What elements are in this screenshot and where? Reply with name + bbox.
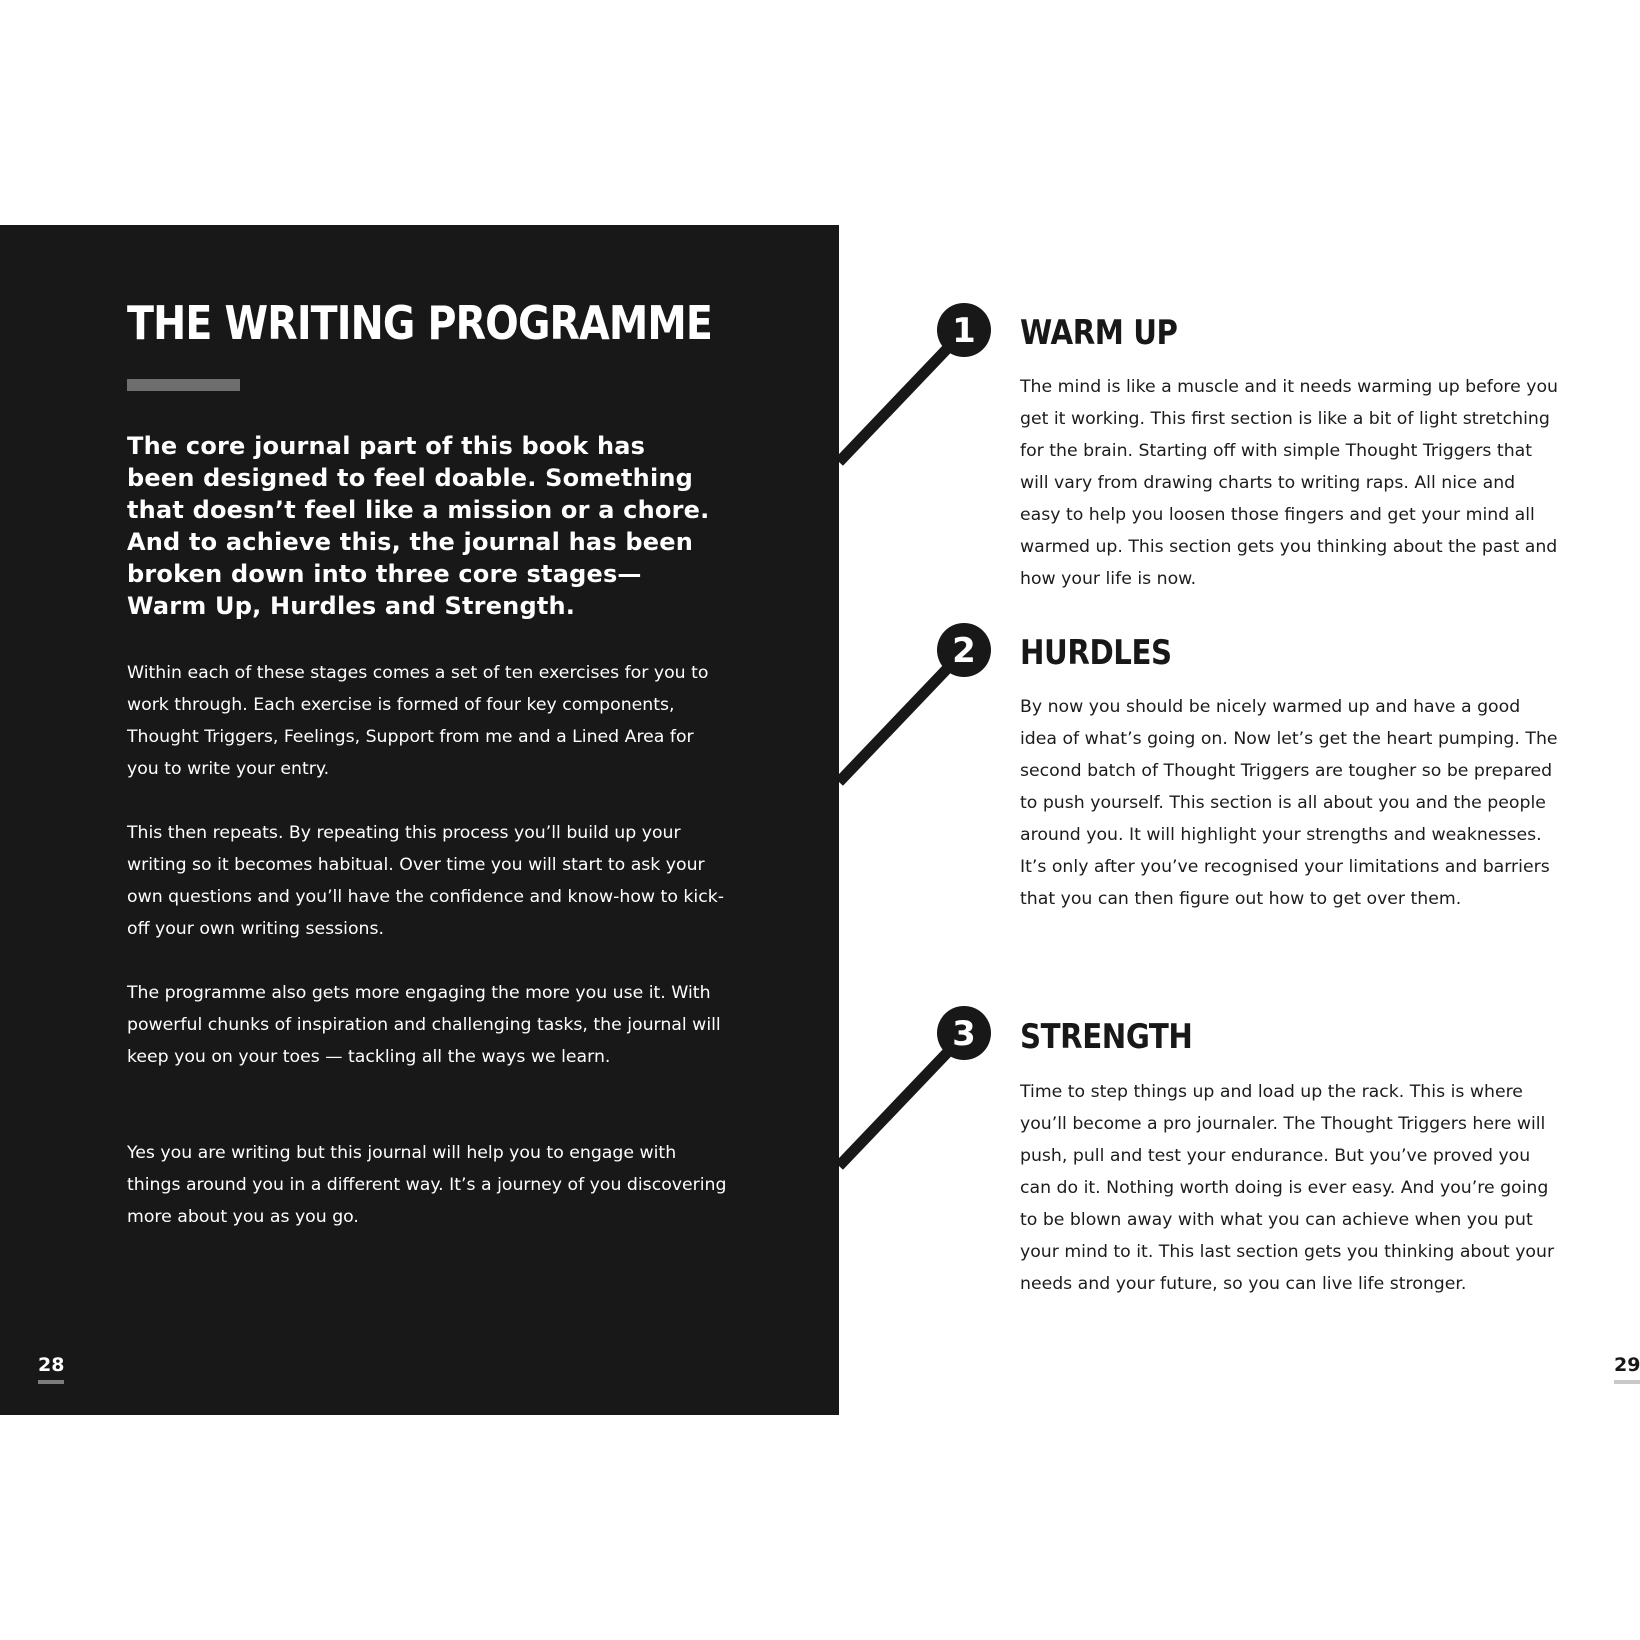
body-paragraph-3: The programme also gets more engaging the more you use it. With powerful chunks of inspiration and challenging tasks, the journal will keep you on your toes — tackling all the ways we learn. xyxy=(127,983,721,1067)
book-spread xyxy=(0,225,1640,1415)
stage-number-3-text: 3 xyxy=(952,1014,976,1054)
body-paragraph-2: This then repeats. By repeating this process you’ll build up your writing so it becomes habitual. Over time you will start to ask your own questions and you’ll have the confidence and know-how to kick-off your own writing sessions. xyxy=(127,823,724,939)
stage-heading-strength: STRENGTH xyxy=(1020,1017,1193,1057)
stage-number-1 xyxy=(937,303,991,357)
stage-number-1-text: 1 xyxy=(952,311,976,351)
stage-number-2 xyxy=(937,623,991,677)
body-paragraph-1: Within each of these stages comes a set of ten exercises for you to work through. Each exercise is formed of four key components, Thought Triggers, Feelings, Support from me and a Lined Area for you to write your entry. xyxy=(127,663,709,779)
connector-line-3 xyxy=(839,1034,965,1166)
stage-text-strength: Time to step things up and load up the rack. This is where you’ll become a pro journaler. The Thought Triggers here will push, pull and test your endurance. But you’ve proved you can do it. Nothing worth doing is ever easy. And you’re going to be blown away with what you can achieve when you put your mind to it. This last section gets you thinking about your needs and your future, so you can live life stronger. xyxy=(1020,1082,1555,1294)
page-title: THE WRITING PROGRAMME xyxy=(127,296,713,350)
stage-heading-hurdles: HURDLES xyxy=(1020,633,1172,673)
stage-heading-warm-up: WARM UP xyxy=(1020,313,1178,353)
page-number-right: 29 xyxy=(1614,1353,1640,1384)
stage-number-3 xyxy=(937,1006,991,1060)
stage-text-warm-up: The mind is like a muscle and it needs warming up before you get it working. This first section is like a bit of light stretching for the brain. Starting off with simple Thought Triggers that will vary from drawing charts to writing raps. All nice and easy to help you loosen those fingers and get your mind all warmed up. This section gets you thinking about the past and how your life is now. xyxy=(1020,377,1559,589)
intro-paragraph: The core journal part of this book has been designed to feel doable. Something that doesn’t feel like a mission or a chore. And to achieve this, the journal has been broken down into three core stages— Warm Up, Hurdles and Strength. xyxy=(127,432,710,620)
stage-number-2-text: 2 xyxy=(952,631,976,671)
body-paragraph-4: Yes you are writing but this journal will help you to engage with things around you in a different way. It’s a journey of you discovering more about you as you go. xyxy=(127,1143,727,1227)
page-number-left: 28 xyxy=(38,1353,64,1384)
stage-text-hurdles: By now you should be nicely warmed up and have a good idea of what’s going on. Now let’s get the heart pumping. The second batch of Thought Triggers are tougher so be prepared to push yourself. This section is all about you and the people around you. It will highlight your strengths and weaknesses. It’s only after you’ve recognised your limitations and barriers that you can then figure out how to get over them. xyxy=(1020,697,1558,909)
